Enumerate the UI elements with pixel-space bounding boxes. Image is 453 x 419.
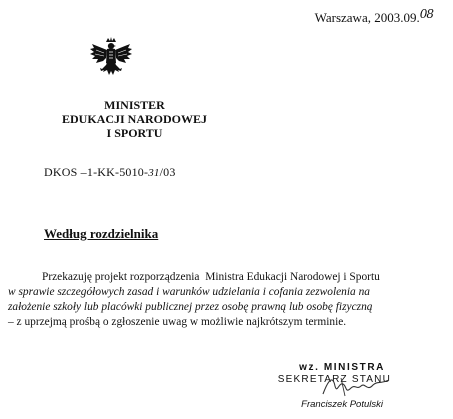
signer-name: Franciszek Potulski (301, 399, 383, 410)
handwritten-signature-icon (319, 372, 399, 402)
body-line-1 (8, 270, 448, 285)
body-line-3-text: założenie szkoły lub placówki publicznej przez osobę prawną lub osobę fizyczną (8, 301, 373, 313)
reference-code-handwritten: 31 (148, 167, 160, 179)
signature-stamp-line2: SEKRETARZ STANU (277, 374, 391, 385)
polish-eagle-emblem-icon (88, 36, 134, 82)
ministry-heading-line1: MINISTER (104, 98, 165, 112)
place-and-date (314, 7, 433, 26)
place-date-text: Warszawa, 2003.09. (314, 10, 420, 25)
letter-body (8, 270, 448, 330)
body-line-2-text: w sprawie szczegółowych zasad i warunków udzielania i cofania zezwolenia na (8, 286, 370, 298)
reference-code-suffix: /03 (159, 165, 176, 179)
ministry-heading-line2: EDUKACJI NARODOWEJ (62, 112, 208, 126)
reference-number (44, 165, 176, 180)
signature-stamp-line1: wz. MINISTRA (299, 362, 385, 373)
handwritten-day: 08 (419, 7, 433, 21)
reference-code: DKOS –1-KK-5010- (44, 165, 149, 179)
recipient-line: Według rozdzielnika (44, 226, 159, 241)
body-line-1a: Przekazuję projekt rozporządzenia (42, 271, 200, 283)
body-line-2 (8, 285, 448, 300)
ministry-heading (62, 98, 207, 140)
body-line-4: – z uprzejmą prośbą o zgłoszenie uwag w możliwie najkrótszym terminie. (8, 316, 347, 328)
body-line-1b: Ministra Edukacji Narodowej i Sportu (205, 271, 380, 283)
ministry-heading-line3: I SPORTU (106, 126, 163, 140)
signature-block (273, 362, 423, 414)
body-line-3 (8, 300, 448, 315)
